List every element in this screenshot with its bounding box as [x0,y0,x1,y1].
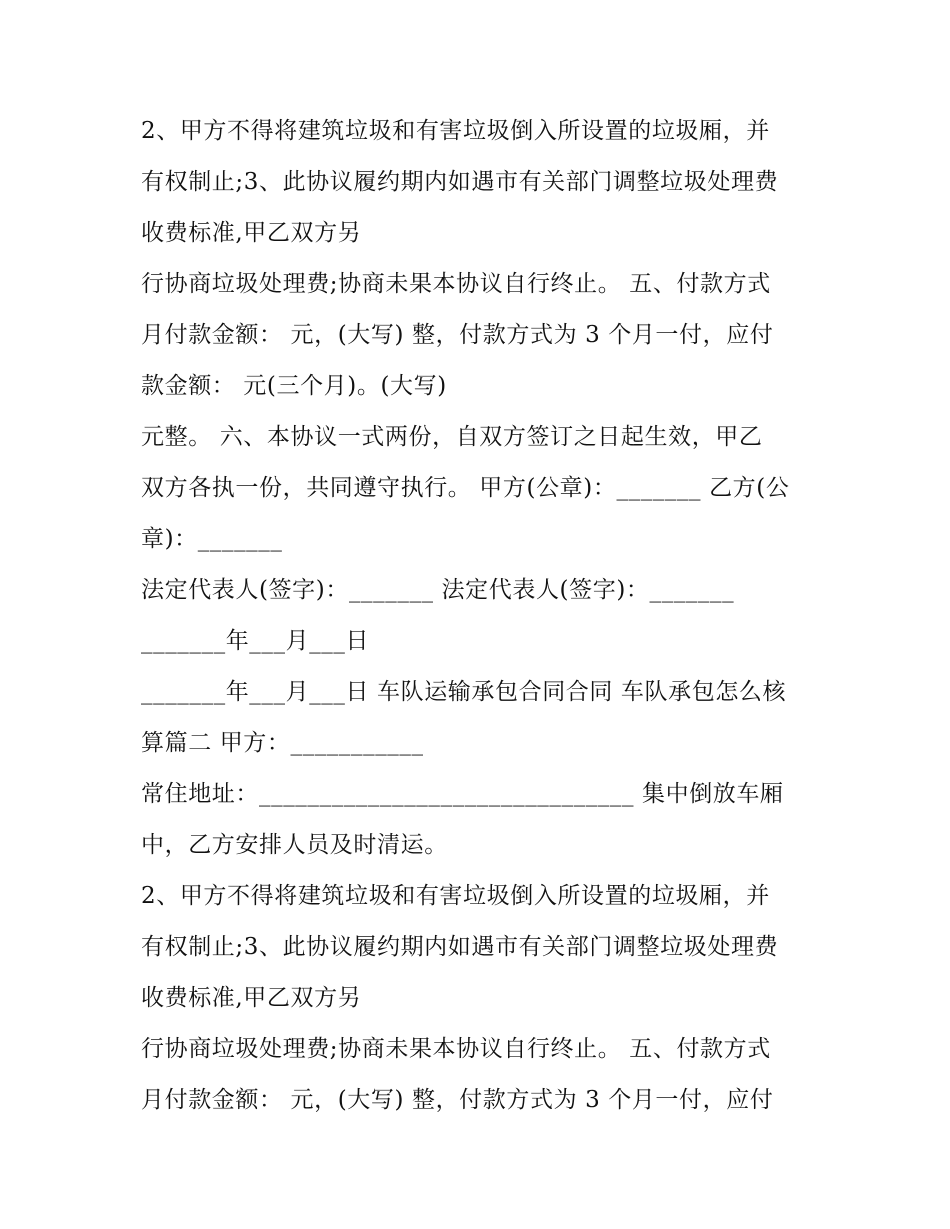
text-line: 有权制止;3、此协议履约期内如遇市有关部门调整垃圾处理费 [141,169,779,195]
text-line: _______年___月___日 车队运输承包合同合同 车队承包怎么核 [141,679,787,705]
text-line: 2、甲方不得将建筑垃圾和有害垃圾倒入所设置的垃圾厢，并 [141,118,770,144]
text-line: 收费标准,甲乙双方另 [141,220,362,246]
text-line: 月付款金额： 元，(大写) 整，付款方式为 3 个月一付，应付 [141,1087,774,1113]
text-line: 法定代表人(签字)：_______ 法定代表人(签字)：_______ [141,577,735,603]
text-line: 章)：_______ [141,526,283,552]
text-line: _______年___月___日 [141,628,370,654]
text-line: 元整。 六、本协议一式两份，自双方签订之日起生效，甲乙 [141,424,763,450]
text-line: 月付款金额： 元，(大写) 整，付款方式为 3 个月一付，应付 [141,322,774,348]
text-line: 行协商垃圾处理费;协商未果本协议自行终止。 五、付款方式 [141,1036,771,1062]
text-line: 2、甲方不得将建筑垃圾和有害垃圾倒入所设置的垃圾厢，并 [141,883,770,909]
text-line: 收费标准,甲乙双方另 [141,985,362,1011]
text-line: 常住地址：_______________________________ 集中倒放车厢 [141,781,784,807]
text-line: 有权制止;3、此协议履约期内如遇市有关部门调整垃圾处理费 [141,934,779,960]
text-line: 中，乙方安排人员及时清运。 [141,832,448,858]
text-line: 算篇二 甲方：___________ [141,730,424,756]
text-line: 双方各执一份，共同遵守执行。 甲方(公章)：_______ 乙方(公 [141,475,790,501]
text-line: 款金额： 元(三个月)。(大写) [141,373,447,399]
text-line: 行协商垃圾处理费;协商未果本协议自行终止。 五、付款方式 [141,271,771,297]
